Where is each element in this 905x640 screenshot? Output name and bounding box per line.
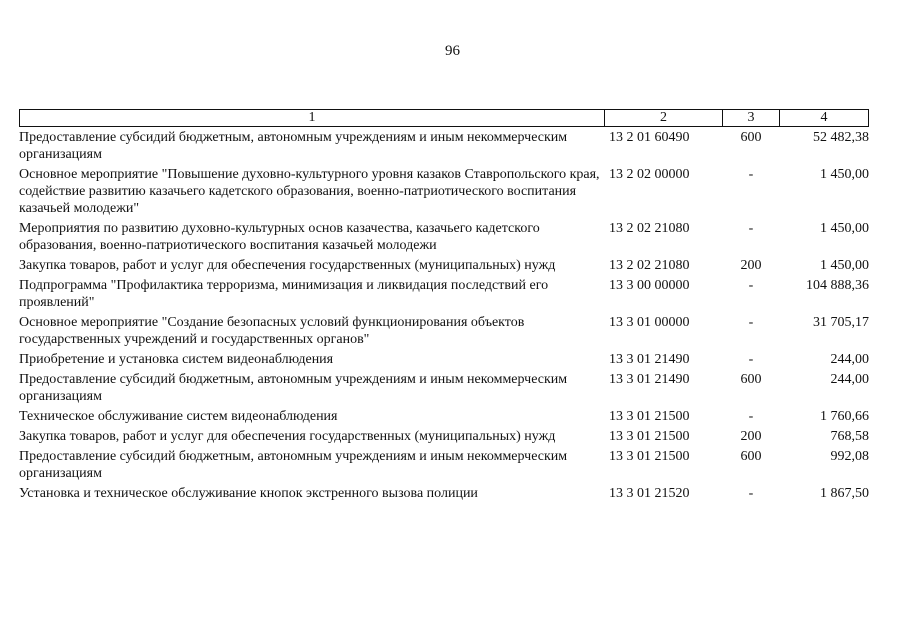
- row-sum: 992,08: [830, 449, 869, 464]
- row-sum: 31 705,17: [813, 315, 869, 330]
- row-name: Закупка товаров, работ и услуг для обеспечения государственных (муниципальных) нужд: [19, 258, 556, 273]
- header-col-3: 3: [723, 110, 780, 126]
- table-row: [19, 408, 869, 425]
- row-type: 600: [740, 449, 762, 464]
- table-row: [19, 277, 869, 311]
- table-row: [19, 448, 869, 482]
- row-type: -: [748, 278, 754, 293]
- row-type: -: [748, 409, 754, 424]
- row-name: Мероприятия по развитию духовно-культурных основ казачества, казачьего кадетского образования, военно-патриотического воспитания казачьей молодежи: [19, 221, 540, 253]
- row-sum: 1 867,50: [820, 486, 869, 501]
- row-sum: 768,58: [830, 429, 869, 444]
- row-sum: 1 760,66: [820, 409, 869, 424]
- row-code: 13 2 02 21080: [609, 221, 690, 236]
- row-code: 13 3 01 21520: [609, 486, 690, 501]
- table-body: [19, 129, 869, 505]
- row-code: 13 3 01 21490: [609, 352, 690, 367]
- table-row: [19, 428, 869, 445]
- row-type: -: [748, 486, 754, 501]
- row-code: 13 3 01 21500: [609, 449, 690, 464]
- row-name: Предоставление субсидий бюджетным, автономным учреждениям и иным некоммерческим организациям: [19, 130, 568, 162]
- row-code: 13 3 01 21490: [609, 372, 690, 387]
- row-sum: 1 450,00: [820, 221, 869, 236]
- table-row: [19, 166, 869, 217]
- table-row: [19, 351, 869, 368]
- table-row: [19, 220, 869, 254]
- row-code: 13 2 02 21080: [609, 258, 690, 273]
- table-row: [19, 314, 869, 348]
- header-col-2: 2: [605, 110, 723, 126]
- row-sum: 244,00: [830, 352, 869, 367]
- table-row: [19, 485, 869, 502]
- row-code: 13 3 01 21500: [609, 429, 690, 444]
- row-code: 13 3 01 00000: [609, 315, 690, 330]
- row-type: -: [748, 352, 754, 367]
- row-code: 13 2 02 00000: [609, 167, 690, 182]
- row-type: 600: [740, 372, 762, 387]
- row-name: Техническое обслуживание систем видеонаблюдения: [19, 409, 338, 424]
- row-name: Предоставление субсидий бюджетным, автономным учреждениям и иным некоммерческим организациям: [19, 449, 568, 481]
- row-type: -: [748, 315, 754, 330]
- header-col-1: 1: [20, 110, 605, 126]
- row-sum: 52 482,38: [813, 130, 869, 145]
- row-sum: 1 450,00: [820, 167, 869, 182]
- row-name: Предоставление субсидий бюджетным, автономным учреждениям и иным некоммерческим организациям: [19, 372, 568, 404]
- row-type: 200: [740, 258, 762, 273]
- row-type: 600: [740, 130, 762, 145]
- table-row: [19, 129, 869, 163]
- row-sum: 104 888,36: [806, 278, 869, 293]
- row-name: Закупка товаров, работ и услуг для обеспечения государственных (муниципальных) нужд: [19, 429, 556, 444]
- row-sum: 244,00: [830, 372, 869, 387]
- row-sum: 1 450,00: [820, 258, 869, 273]
- table-header: [19, 109, 869, 127]
- row-code: 13 3 00 00000: [609, 278, 690, 293]
- table-row: [19, 371, 869, 405]
- row-code: 13 2 01 60490: [609, 130, 690, 145]
- row-name: Приобретение и установка систем видеонаблюдения: [19, 352, 334, 367]
- row-name: Установка и техническое обслуживание кнопок экстренного вызова полиции: [19, 486, 478, 501]
- row-code: 13 3 01 21500: [609, 409, 690, 424]
- row-name: Подпрограмма "Профилактика терроризма, минимизация и ликвидация последствий его проявлений": [19, 278, 549, 310]
- row-type: -: [748, 167, 754, 182]
- header-col-4: 4: [820, 110, 828, 125]
- table-row: [19, 257, 869, 274]
- row-name: Основное мероприятие "Создание безопасных условий функционирования объектов государственных учреждений и государственных органов": [19, 315, 525, 347]
- row-type: -: [748, 221, 754, 236]
- row-name: Основное мероприятие "Повышение духовно-культурного уровня казаков Ставропольского края, содействие развитию казачьего кадетского образования, военно-патриотического воспитания казачьей молодежи": [19, 167, 600, 216]
- page-number: 96: [445, 43, 460, 59]
- row-type: 200: [740, 429, 762, 444]
